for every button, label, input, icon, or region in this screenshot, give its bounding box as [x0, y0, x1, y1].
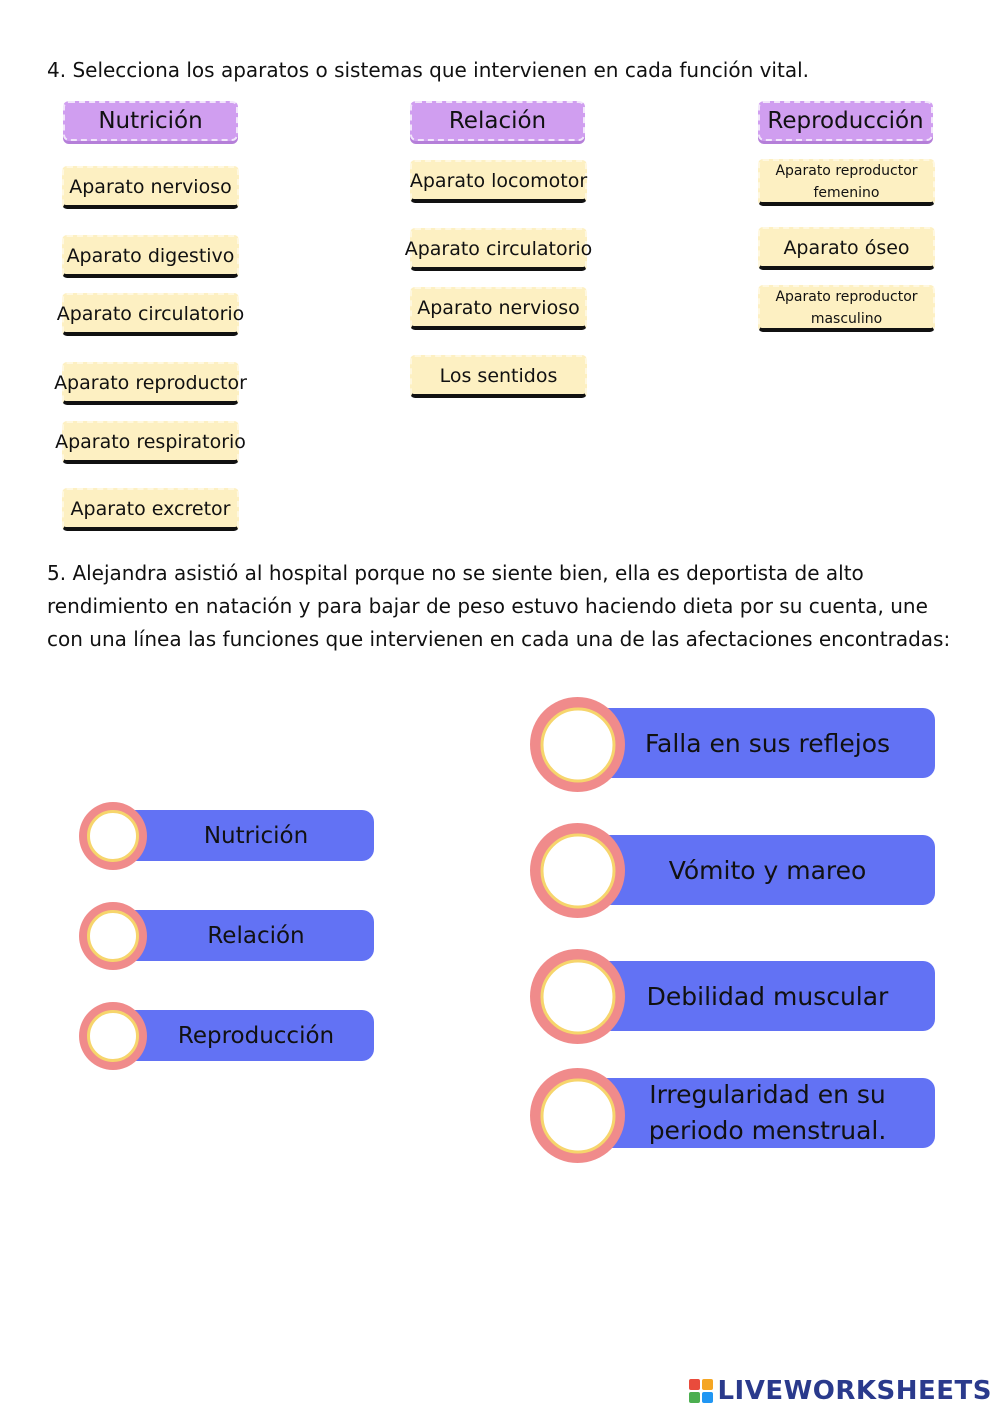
connector-circle[interactable] [79, 1002, 147, 1070]
connector-circle[interactable] [530, 1068, 625, 1163]
condition-label: Vómito y mareo [668, 855, 867, 885]
function-label: Nutrición [203, 822, 309, 849]
option-card[interactable]: Aparato circulatorio [410, 228, 587, 271]
option-card[interactable]: Aparato nervioso [410, 287, 587, 330]
condition-label: Irregularidad en su periodo menstrual. [648, 1080, 887, 1145]
function-relacion[interactable] [112, 910, 374, 961]
function-nutricion[interactable] [112, 810, 374, 861]
option-card[interactable]: Aparato respiratorio [62, 421, 239, 464]
header-reproduccion: Reproducción [758, 101, 933, 141]
option-card[interactable]: Aparato digestivo [62, 235, 239, 278]
connector-circle[interactable] [79, 802, 147, 870]
option-card[interactable]: Aparato locomotor [410, 160, 587, 203]
connector-circle[interactable] [530, 823, 625, 918]
condition-label: Falla en sus reflejos [644, 728, 891, 758]
option-card[interactable]: Aparato reproductor [62, 362, 239, 405]
function-label: Relación [207, 922, 305, 949]
brand-name: LIVEWORKSHEETS [717, 1376, 992, 1406]
option-card[interactable]: Aparato nervioso [62, 166, 239, 209]
logo-grid-icon [689, 1379, 713, 1403]
question-5-prompt: 5. Alejandra asistió al hospital porque no se siente bien, ella es deportista de alto rendimiento en natación y para bajar de peso estuvo haciendo dieta por su cuenta, une con una línea las funciones que intervienen en cada una de las afectaciones encontradas: [47, 561, 951, 651]
connector-circle[interactable] [530, 697, 625, 792]
option-card[interactable]: Aparato excretor [62, 488, 239, 531]
option-card[interactable]: Aparato circulatorio [62, 293, 239, 336]
connector-circle[interactable] [79, 902, 147, 970]
header-relacion: Relación [410, 101, 585, 141]
option-card[interactable]: Aparato reproductor masculino [758, 285, 935, 332]
function-reproduccion[interactable] [112, 1010, 374, 1061]
condition-label: Debilidad muscular [646, 981, 889, 1011]
header-nutricion: Nutrición [63, 101, 238, 141]
option-card[interactable]: Aparato reproductor femenino [758, 159, 935, 206]
condition-vomito[interactable] [580, 835, 935, 905]
option-card[interactable]: Los sentidos [410, 355, 587, 398]
condition-debilidad[interactable] [580, 961, 935, 1031]
connector-circle[interactable] [530, 949, 625, 1044]
condition-menstrual[interactable] [580, 1078, 935, 1148]
option-card[interactable]: Aparato óseo [758, 227, 935, 270]
question-4-prompt: 4. Selecciona los aparatos o sistemas que intervienen en cada función vital. [47, 58, 810, 82]
function-label: Reproducción [177, 1022, 335, 1049]
brand-logo [689, 1376, 992, 1406]
condition-reflejos[interactable] [580, 708, 935, 778]
